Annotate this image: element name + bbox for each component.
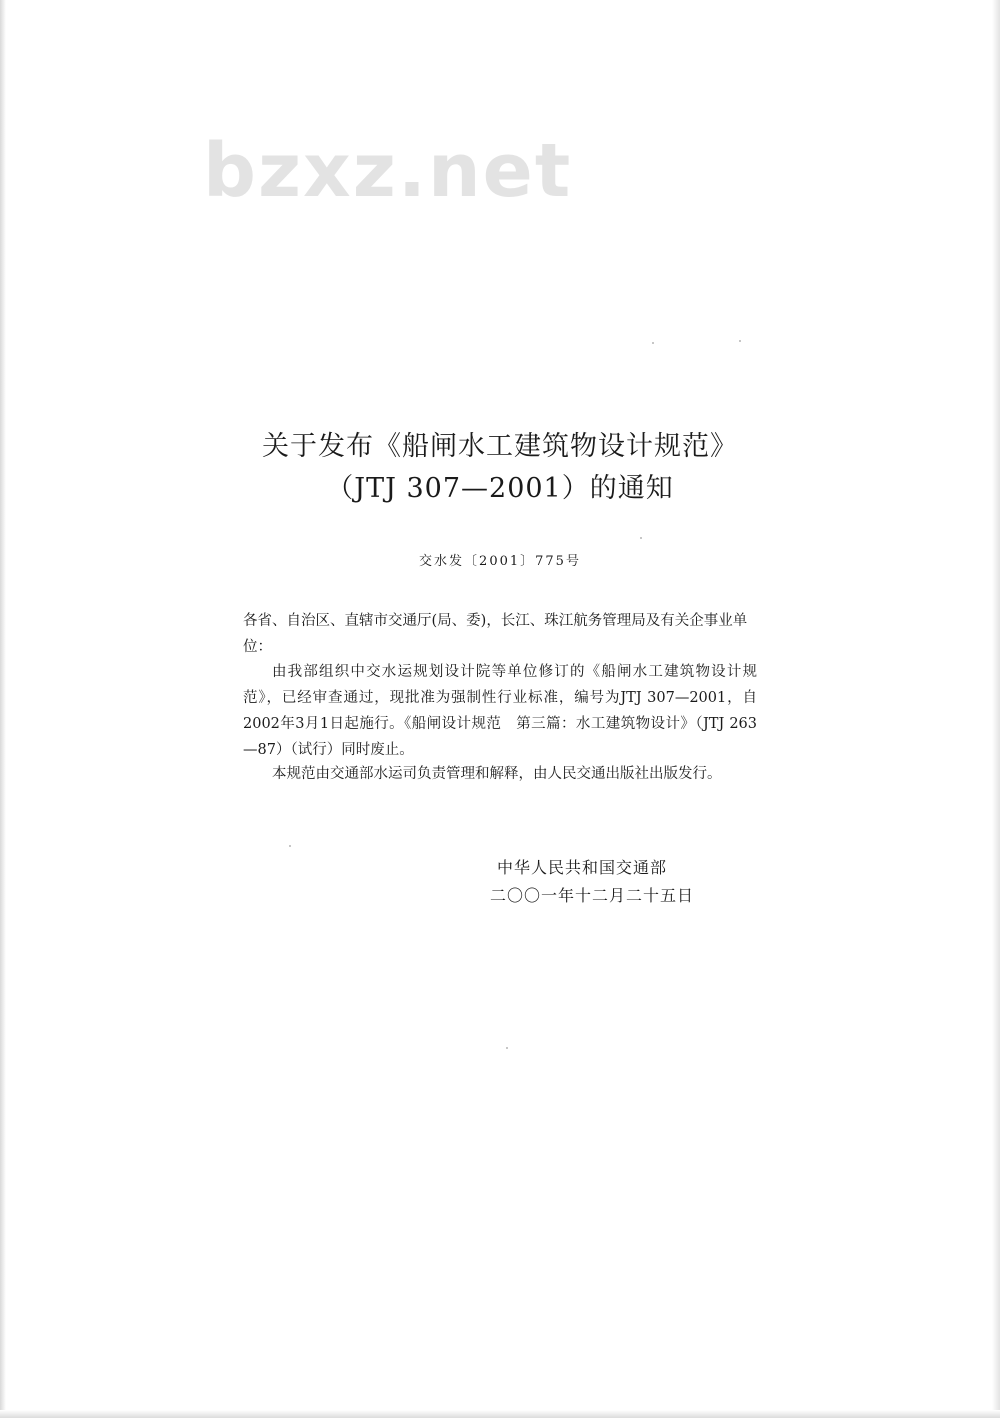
scan-speck xyxy=(640,537,642,539)
scan-speck xyxy=(506,1047,508,1049)
issue-date: 二〇〇一年十二月二十五日 xyxy=(490,886,695,905)
scan-speck xyxy=(739,340,741,342)
issuing-authority: 中华人民共和国交通部 xyxy=(497,858,668,877)
document-number: 交水发〔2001〕775号 xyxy=(419,554,581,569)
watermark: bzxz.net xyxy=(203,128,573,214)
scan-speck xyxy=(289,845,291,847)
notice-title-line1: 关于发布《船闸水工建筑物设计规范》 xyxy=(262,431,738,462)
page-right-edge-shadow xyxy=(992,0,1000,1418)
page-bottom-edge-shadow xyxy=(0,1410,1000,1418)
addressee: 各省、自治区、直辖市交通厅(局、委)，长江、珠江航务管理局及有关企事业单位： xyxy=(243,613,748,655)
body-paragraph-2: 本规范由交通部水运司负责管理和解释，由人民交通出版社出版发行。 xyxy=(272,766,722,782)
body-paragraph-1: 由我部组织中交水运规划设计院等单位修订的《船闸水工建筑物设计规范》，已经审查通过，现批准为强制性行业标准，编号为JTJ 307—2001，自2002年3月1日起施行。《船闸设计规范 第三篇：水工建筑物设计》（JTJ 263—87）（试行）同时废止。 xyxy=(243,664,757,758)
scan-speck xyxy=(652,342,654,344)
notice-title-line2: （JTJ 307—2001）的通知 xyxy=(326,473,674,504)
page-left-edge-shadow xyxy=(0,0,6,1418)
